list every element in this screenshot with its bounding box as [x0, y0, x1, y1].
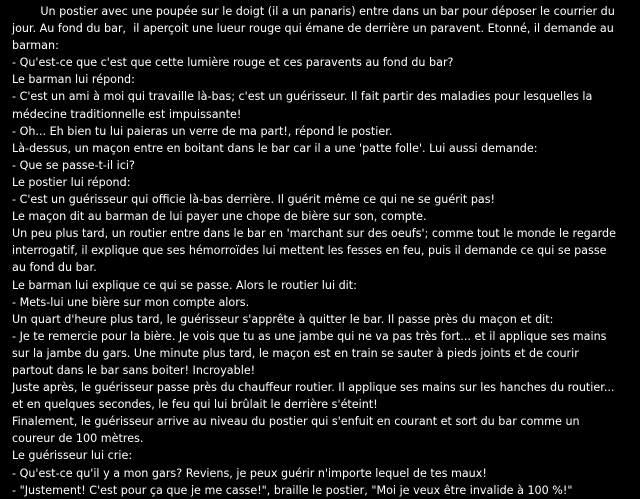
text-line: - Qu'est-ce que c'est que cette lumière rouge et ces paravents au fond du bar? — [12, 56, 454, 70]
text-line: sur la jambe du gars. Une minute plus tard, le maçon est en train se sauter à pieds joints et de courir — [12, 346, 579, 360]
text-line: partout dans le bar sans boiter! Incroyable! — [12, 363, 256, 377]
text-line: Un peu plus tard, un routier entre dans le bar en 'marchant sur des oeufs'; comme tout le monde le regarde — [12, 227, 616, 241]
text-line: - C'est un ami à moi qui travaille là-bas; c'est un guérisseur. Il fait partir des maladies pour lesquelles la — [12, 90, 593, 104]
text-line: - Oh... Eh bien tu lui paieras un verre de ma part!, répond le postier. — [12, 124, 393, 138]
text-line: Le barman lui répond: — [12, 73, 135, 87]
text-line: barman: — [12, 39, 59, 53]
text-line: médecine traditionnelle est impuissante! — [12, 107, 242, 121]
text-line: et en quelques secondes, le feu qui lui brûlait le derrière s'éteint! — [12, 398, 378, 412]
text-line: - Qu'est-ce qu'il y a mon gars? Reviens, je peux guérir n'importe lequel de tes maux! — [12, 466, 487, 480]
text-line: coureur de 100 mètres. — [12, 432, 144, 446]
text-line: - "Justement! C'est pour ça que je me casse!", braille le postier, "Moi je veux être invalide à 100 %!" — [12, 483, 573, 497]
text-line: Le postier lui répond: — [12, 175, 131, 189]
text-line: Le guérisseur lui crie: — [12, 449, 133, 463]
text-line: Le barman lui explique ce qui se passe. Alors le routier lui dit: — [12, 278, 357, 292]
text-line: Un postier avec une poupée sur le doigt (il a un panaris) entre dans un bar pour déposer le courrier du — [12, 5, 615, 18]
text-line: - Mets-lui une bière sur mon compte alors. — [12, 295, 250, 309]
text-line: - Je te remercie pour la bière. Je vois que tu as une jambe qui ne va pas très fort... et il applique ses mains — [12, 329, 607, 343]
text-line: Un quart d'heure plus tard, le guérisseur s'apprête à quitter le bar. Il passe près du maçon et dit: — [12, 312, 554, 326]
text-line: - Que se passe-t-il ici? — [12, 158, 135, 172]
text-line: au fond du bar. — [12, 261, 97, 275]
text-line: Finalement, le guérisseur arrive au niveau du postier qui s'enfuit en courant et sort du bar comme un — [12, 415, 580, 429]
text-line: jour. Au fond du bar, il aperçoit une lueur rouge qui émane de derrière un paravent. Etonné, il demande au — [12, 22, 614, 36]
text-line: interrogatif, il explique que ses hémorroïdes lui mettent les fesses en feu, puis il demande ce qui se passe — [12, 244, 607, 258]
text-line: Le maçon dit au barman de lui payer une chope de bière sur son, compte. — [12, 210, 427, 224]
text-line: - C'est un guérisseur qui officie là-bas derrière. Il guérit même ce qui ne se guérit pas! — [12, 193, 496, 207]
text-line: Là-dessus, un maçon entre en boitant dans le bar car il a une 'patte folle'. Lui aussi demande: — [12, 141, 538, 155]
text-line: Juste après, le guérisseur passe près du chauffeur routier. Il applique ses mains sur les hanches du routier... — [12, 381, 615, 395]
